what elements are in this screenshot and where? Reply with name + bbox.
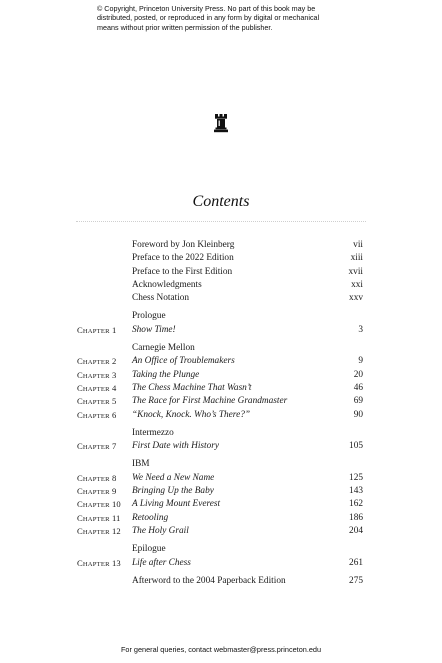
toc-entry[interactable] — [0, 472, 442, 485]
chapter-title: Taking the Plunge — [132, 369, 200, 380]
page-number: 46 — [353, 382, 363, 393]
entry-title: Preface to the 2022 Edition — [132, 253, 234, 264]
page-number: 143 — [349, 486, 363, 497]
table-of-contents — [0, 239, 442, 588]
toc-entry[interactable] — [0, 292, 442, 305]
chapter-label: CHAPTER 8 — [77, 472, 117, 483]
section-title: Carnegie Mellon — [132, 343, 195, 354]
chapter-title: A Living Mount Everest — [132, 499, 221, 510]
section-title: Epilogue — [132, 544, 166, 555]
chapter-label: CHAPTER 4 — [77, 382, 117, 393]
toc-entry[interactable] — [0, 409, 442, 422]
chapter-title: Retooling — [132, 512, 169, 523]
chapter-label: CHAPTER 9 — [77, 486, 117, 497]
toc-entry[interactable] — [0, 369, 442, 382]
entry-title: Foreword by Jon Kleinberg — [132, 240, 235, 250]
page-number: xvii — [348, 266, 363, 277]
toc-entry[interactable] — [0, 557, 442, 570]
chapter-label: CHAPTER 6 — [77, 409, 117, 420]
chapter-title: We Need a New Name — [132, 472, 215, 483]
chapter-label: CHAPTER 11 — [77, 512, 121, 523]
section-title: Intermezzo — [132, 427, 174, 438]
copyright-line: © Copyright, Princeton University Press. No part of this book may be — [97, 4, 316, 13]
entry-title: Acknowledgments — [132, 279, 202, 290]
chapter-title: The Race for First Machine Grandmaster — [132, 396, 288, 407]
section-title: IBM — [132, 459, 150, 470]
toc-entry[interactable] — [0, 498, 442, 511]
chapter-title: Bringing Up the Baby — [132, 486, 214, 497]
copyright-line: means without prior written permission of the publisher. — [97, 22, 273, 32]
page-number: 125 — [349, 472, 363, 483]
page-number: 69 — [353, 396, 363, 407]
chapter-title: “Knock, Knock. Who’s There?” — [132, 409, 251, 420]
toc-entry[interactable] — [0, 440, 442, 453]
chapter-label: CHAPTER 13 — [77, 557, 121, 568]
toc-entry[interactable] — [0, 355, 442, 368]
chapter-label: CHAPTER 1 — [77, 324, 117, 335]
chapter-label: CHAPTER 3 — [77, 369, 117, 380]
chapter-title: Show Time! — [132, 324, 176, 335]
chapter-label: CHAPTER 7 — [77, 441, 117, 452]
page-number: vii — [353, 240, 363, 250]
chapter-label: CHAPTER 2 — [77, 356, 117, 367]
page-number: xxv — [349, 293, 363, 304]
section-heading[interactable] — [0, 543, 442, 556]
chapter-label: CHAPTER 10 — [77, 499, 121, 510]
page-number: 162 — [349, 499, 363, 510]
toc-entry[interactable] — [0, 395, 442, 408]
entry-title: Chess Notation — [132, 293, 190, 304]
chess-rook-icon — [212, 113, 230, 133]
page-number: 105 — [349, 441, 363, 452]
page-number: 90 — [353, 409, 363, 420]
footer-contact: For general queries, contact webmaster@press.princeton.edu — [120, 645, 322, 654]
page-number: 261 — [349, 557, 363, 568]
section-title: Prologue — [132, 311, 166, 322]
toc-entry[interactable] — [0, 324, 442, 337]
page-number: xxi — [351, 279, 363, 290]
toc-entry[interactable] — [0, 266, 442, 279]
page-number: 204 — [349, 525, 363, 536]
toc-entry[interactable] — [0, 485, 442, 498]
entry-title: Preface to the First Edition — [132, 266, 233, 277]
page-number: 20 — [353, 369, 363, 380]
section-heading[interactable] — [0, 458, 442, 471]
page-title: Contents — [192, 193, 250, 210]
copyright-notice — [97, 4, 357, 32]
page-number: xiii — [350, 253, 363, 264]
page-number: 186 — [349, 512, 363, 523]
chapter-title: An Office of Troublemakers — [132, 356, 235, 367]
toc-entry[interactable] — [0, 382, 442, 395]
toc-entry[interactable] — [0, 252, 442, 265]
page-number: 9 — [358, 356, 363, 367]
divider — [76, 221, 366, 223]
chapter-label: CHAPTER 12 — [77, 525, 121, 536]
toc-entry[interactable] — [0, 512, 442, 525]
page-number: 3 — [358, 324, 363, 335]
copyright-line: distributed, posted, or reproduced in any form by digital or mechanical — [97, 13, 320, 23]
chapter-title: Life after Chess — [132, 557, 191, 568]
section-heading[interactable] — [0, 342, 442, 355]
toc-entry[interactable] — [0, 239, 442, 252]
section-heading[interactable] — [0, 310, 442, 323]
toc-entry[interactable] — [0, 525, 442, 538]
entry-title: Afterword to the 2004 Paperback Edition — [132, 575, 286, 586]
chapter-title: The Holy Grail — [132, 525, 189, 536]
chapter-title: The Chess Machine That Wasn’t — [132, 382, 252, 393]
page-number: 275 — [349, 575, 363, 586]
toc-entry[interactable] — [0, 575, 442, 588]
chapter-label: CHAPTER 5 — [77, 396, 117, 407]
toc-entry[interactable] — [0, 279, 442, 292]
section-heading[interactable] — [0, 427, 442, 440]
chapter-title: First Date with History — [132, 441, 220, 452]
